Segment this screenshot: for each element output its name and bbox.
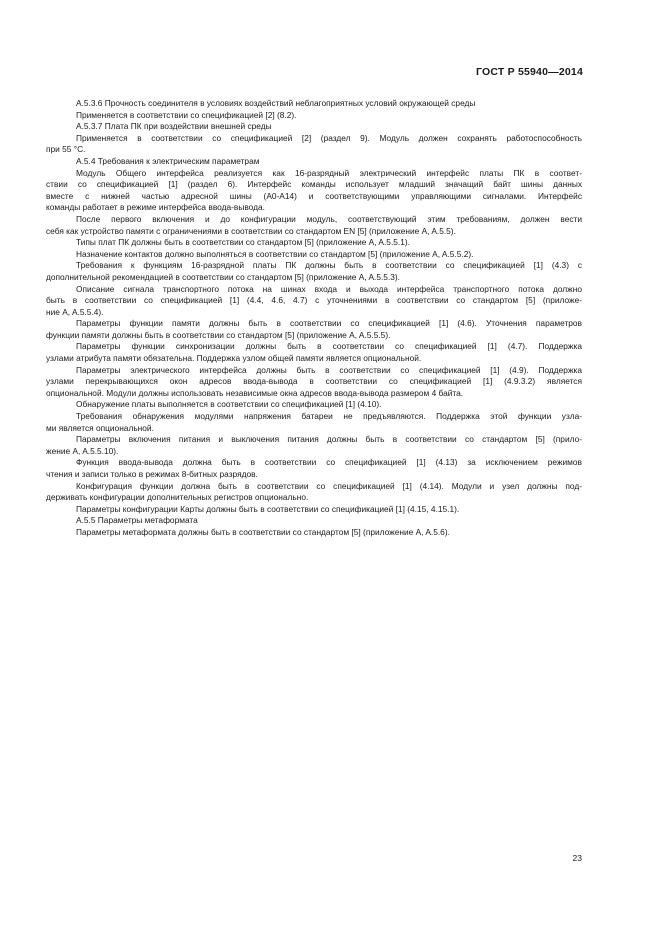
text-line: при 55 °C. xyxy=(46,144,86,155)
text-line: Параметры включения питания и выключения питания должны быть в соответствии со стандартом [5] (прило- xyxy=(76,434,582,445)
text-line: быть в соответствии со спецификацией [1] (4.4, 4.6, 4.7) с уточнениями в соответствии со стандартом [5] (приложе- xyxy=(46,295,582,306)
text-line: A.5.4 Требования к электрическим параметрам xyxy=(76,155,260,166)
text-line: Назначение контактов должно выполняться в соответствии со стандартом [5] (приложение A, A.5.5.2). xyxy=(76,248,474,259)
text-line: дополнительной рекомендацией в соответствии со стандартом [5] (приложение A, A.5.5.3). xyxy=(46,271,400,282)
text-line: Параметры метаформата должны быть в соответствии со стандартом [5] (приложение A, A.5.6). xyxy=(76,526,450,537)
text-line: После первого включения и до конфигурации модуль, соответствующий этим требованиям, должен вести xyxy=(76,213,582,224)
text-line: Обнаружение платы выполняется в соответствии со спецификацией [1] (4.10). xyxy=(76,399,382,410)
text-line: Параметры функции синхронизации должны быть в соответствии со спецификацией [1] (4.7). Поддержка xyxy=(76,341,582,352)
document-body xyxy=(46,98,582,539)
text-line: ние A, A.5.5.4). xyxy=(46,306,104,317)
text-line: Применяется в соответствии со спецификацией [2] (8.2). xyxy=(76,109,297,120)
text-line: команды работает в режиме интерфейса ввода-вывода. xyxy=(46,202,265,213)
text-line: Требования обнаружения модулями напряжения батареи не предъявляются. Поддержка этой функции узла- xyxy=(76,411,582,422)
text-line: A.5.3.7 Плата ПК при воздействии внешней среды xyxy=(76,121,272,132)
text-line: функции памяти должны быть в соответствии со стандартом [5] (приложение A, A.5.5.5). xyxy=(46,329,391,340)
text-line: A.5.3.6 Прочность соединителя в условиях воздействий неблагоприятных условий окружающей среды xyxy=(76,98,476,108)
text-line: Типы плат ПК должны быть в соответствии со стандартом [5] (приложение A, A.5.5.1). xyxy=(76,237,410,248)
text-line: Требования к функциям 16-разрядной платы ПК должны быть в соответствии со спецификацией [1] (4.3) с xyxy=(76,260,582,271)
text-line: ствии со спецификацией [1] (раздел 6). Интерфейс команды использует младший значащий байт шины данных xyxy=(46,179,582,190)
text-line: Модуль Общего интерфейса реализуется как 16-разрядный электрический интерфейс платы ПК в соответ- xyxy=(76,167,582,178)
text-line: вместе с нижней частью адресной шины (A0-A14) и соответствующими управляющими сигналами. Интерфейс xyxy=(46,190,582,201)
text-line: Описание сигнала транспортного потока на шинах входа и выхода интерфейса транспортного потока должно xyxy=(76,283,582,294)
text-line: Параметры конфигурации Карты должны быть в соответствии со спецификацией [1] (4.15, 4.15.1). xyxy=(76,503,460,514)
document-header-id: ГОСТ Р 55940—2014 xyxy=(475,66,583,78)
text-line: опциональной. Модули должны использовать независимые окна адресов ввода-вывода размером 4 байта. xyxy=(46,387,464,398)
text-line: узлами атрибута памяти обязательна. Поддержка узлом общей памяти является опциональной. xyxy=(46,353,422,364)
text-line: держивать конфигурации дополнительных регистров опционально. xyxy=(46,492,309,503)
text-line: чтения и записи только в режимах 8-битных разрядов. xyxy=(46,469,258,479)
text-line: Применяется в соответствии со спецификацией [2] (раздел 9). Модуль должен сохранять работоспособность xyxy=(76,132,582,143)
text-line: жение A, A.5.5.10). xyxy=(46,445,119,456)
text-line: Функция ввода-вывода должна быть в соответствии со спецификацией [1] (4.13) за исключением режимов xyxy=(76,457,582,468)
text-line: Параметры электрического интерфейса должны быть в соответствии со спецификацией [1] (4.9). Поддержка xyxy=(76,364,582,375)
text-line: Параметры функции памяти должны быть в соответствии со спецификацией [1] (4.6). Уточнения параметров xyxy=(76,318,582,329)
text-line: ми является опциональной. xyxy=(46,422,154,433)
page-number: 23 xyxy=(572,853,582,863)
text-line: Конфигурация функции должна быть в соответствии со спецификацией [1] (4.14). Модули и узел должны под- xyxy=(76,480,582,491)
text-line: себя как устройство памяти с ограничениями в соответствии со стандартом EN [5] (приложение A, A.5.5). xyxy=(46,225,456,236)
text-line: A.5.5 Параметры метаформата xyxy=(76,515,198,526)
text-line: узлами перекрывающихся окон адресов ввода-вывода в соответствии со спецификацией [1] (4.9.3.2) является xyxy=(46,376,582,387)
